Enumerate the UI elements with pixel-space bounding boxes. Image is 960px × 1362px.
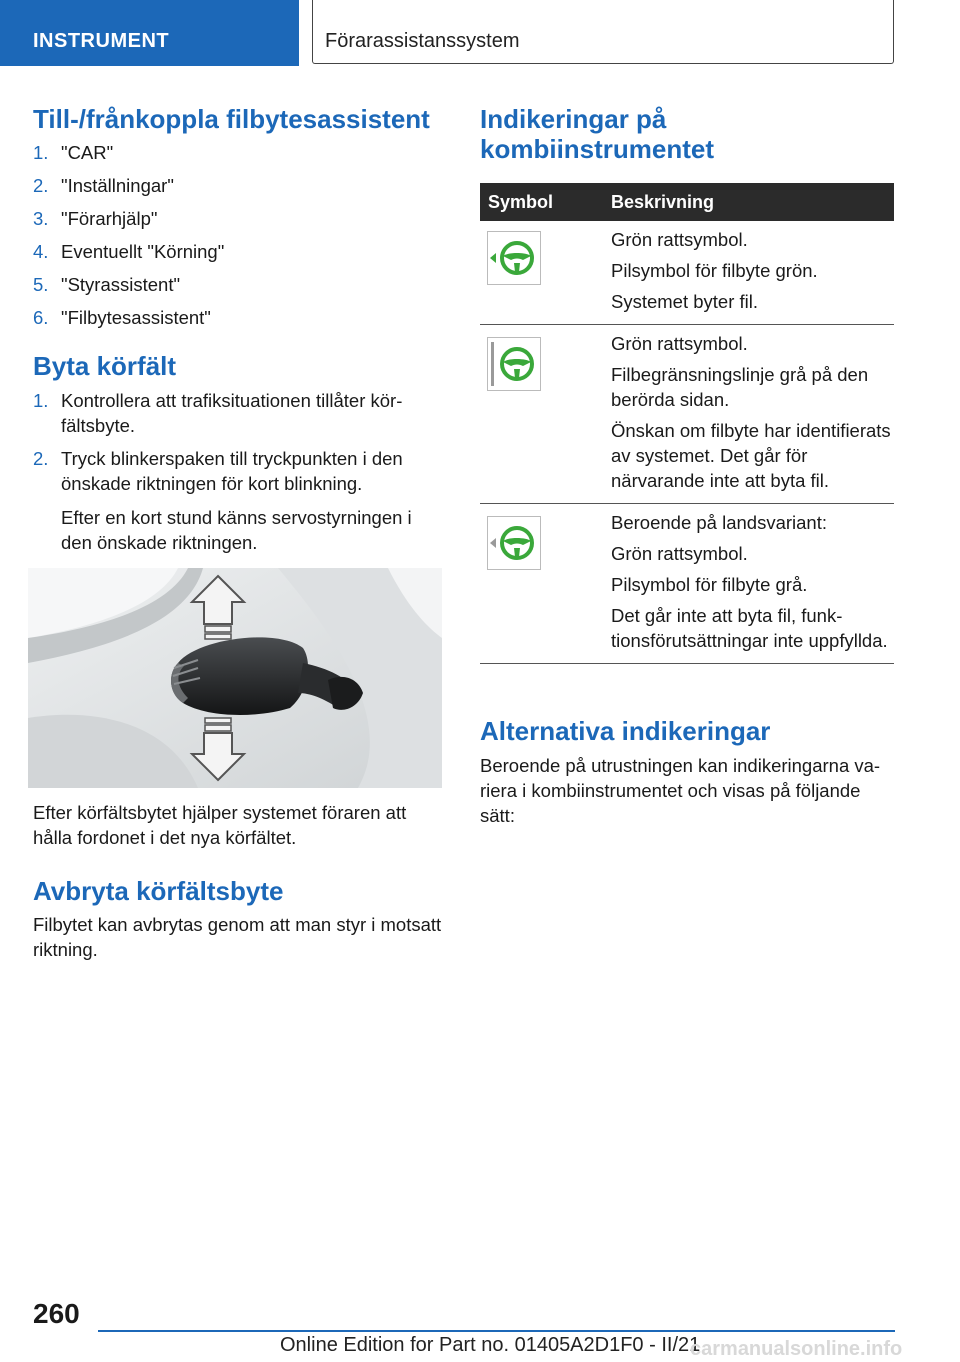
- change-steps: [33, 388, 433, 496]
- col-symbol-header: Symbol: [480, 183, 603, 221]
- section-tab: [0, 0, 299, 66]
- toggle-steps: [33, 140, 443, 330]
- symbol-cell: [480, 504, 603, 664]
- abort-text: Filbytet kan avbrytas genom att man styr i motsatt riktning.: [33, 914, 442, 960]
- list-item: 1. Kontrollera att trafiksituationen tillåter körfältsbyte.: [33, 390, 403, 436]
- table-row: [480, 221, 894, 325]
- green-steering-wheel-arrow-left-icon: [487, 231, 541, 285]
- change-note: Efter en kort stund känns servostyrningen i den önskade riktningen.: [61, 507, 412, 553]
- list-item: 5. "Styrassistent": [33, 274, 181, 295]
- list-item: 3. "Förarhjälp": [33, 208, 158, 229]
- list-item: 2. Tryck blinkerspaken till tryckpunkten i den önskade riktningen för kort blinkning.: [33, 448, 403, 494]
- watermark: carmanualsonline.info: [690, 1338, 903, 1360]
- section-label: INSTRUMENT: [33, 30, 170, 52]
- list-item: 4. Eventuellt "Körning": [33, 241, 225, 262]
- list-item: 1. "CAR": [33, 142, 114, 163]
- alt-text: Beroende på utrustningen kan indikeringarna variera i kombiinstrumentet och visas på följande sätt:: [480, 755, 881, 826]
- list-item: 2. "Inställningar": [33, 175, 174, 196]
- after-image-text: Efter körfältsbytet hjälper systemet föraren att hålla fordonet i det nya körfältet.: [33, 802, 407, 848]
- description-cell: Grön rattsymbol. Filbegränsningslinje grå på den berörda sidan. Önskan om filbyte har identifierats av systemet. Det går för närvarande inte att byta fil.: [603, 325, 894, 504]
- table-header-row: [480, 183, 894, 221]
- symbol-table: [480, 183, 894, 664]
- description-cell: Grön rattsymbol. Pilsymbol för filbyte grön. Systemet byter fil.: [603, 221, 894, 325]
- green-steering-wheel-grey-line-icon: [487, 337, 541, 391]
- page-number: 260: [33, 1298, 80, 1329]
- chapter-label: Förarassistanssystem: [325, 30, 520, 52]
- green-steering-wheel-grey-arrow-icon: [487, 516, 541, 570]
- symbol-cell: [480, 325, 603, 504]
- footer-divider: [98, 1330, 895, 1332]
- description-cell: Beroende på landsvariant: Grön rattsymbol. Pilsymbol för filbyte grå. Det går inte att byta fil, funktionsförutsättningar inte uppfyllda.: [603, 504, 894, 664]
- symbol-cell: [480, 221, 603, 325]
- table-row: [480, 325, 894, 504]
- alt-heading: Alternativa indikeringar: [480, 716, 771, 746]
- col-desc-header: Beskrivning: [603, 183, 894, 221]
- table-row: [480, 504, 894, 664]
- indications-heading: Indikeringar på kombiinstrumentet: [480, 104, 715, 164]
- lever-drawing: [28, 568, 442, 788]
- toggle-heading: Till-/frånkoppla filbytesassistent: [33, 104, 430, 134]
- abort-heading: Avbryta körfältsbyte: [33, 876, 284, 906]
- change-heading: Byta körfält: [33, 351, 177, 381]
- turn-signal-lever-illustration: [28, 568, 442, 788]
- edition-text: Online Edition for Part no. 01405A2D1F0 - II/21: [280, 1334, 701, 1356]
- chapter-tab: [312, 0, 894, 64]
- list-item: 6. "Filbytesassistent": [33, 307, 211, 328]
